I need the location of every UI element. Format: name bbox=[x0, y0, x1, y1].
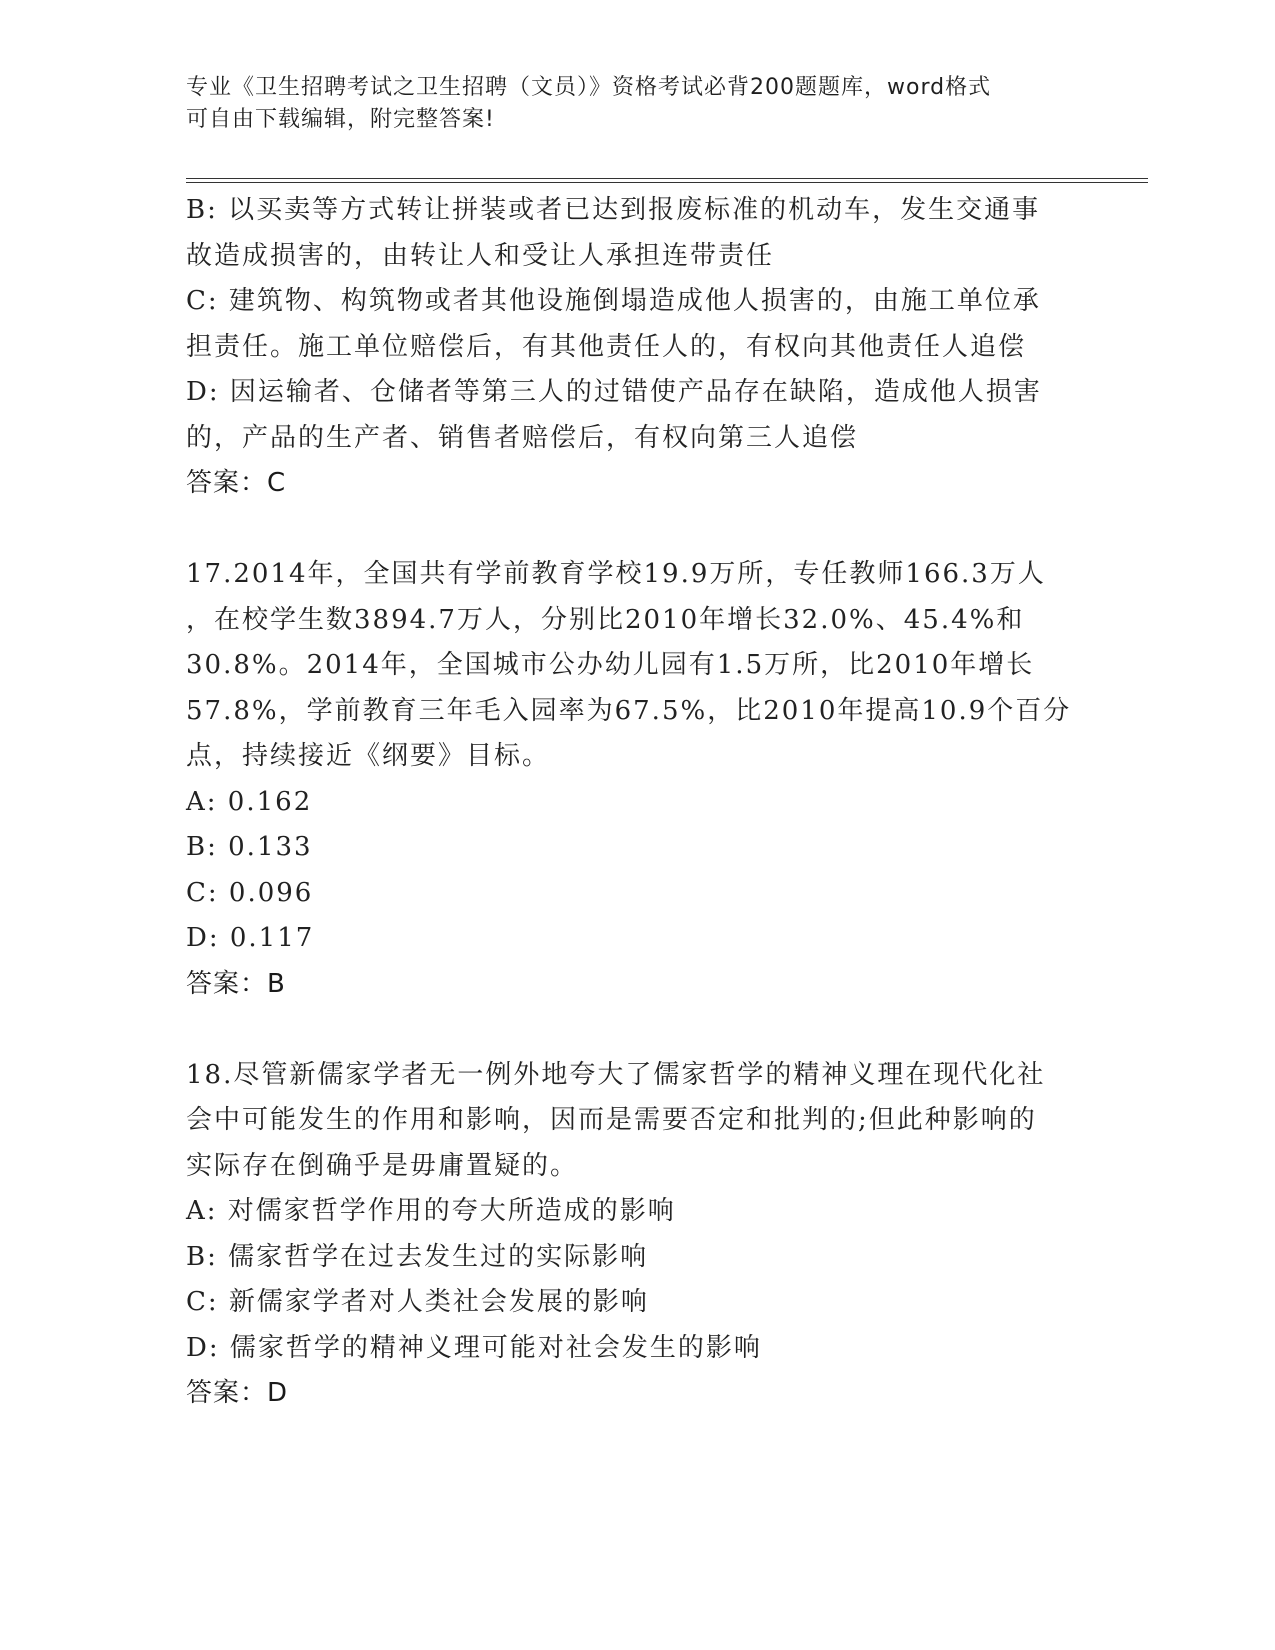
document-body bbox=[186, 188, 1086, 1417]
header-line-2: 可自由下载编辑，附完整答案! bbox=[186, 107, 495, 132]
question-stem-line: 会中可能发生的作用和影响，因而是需要否定和批判的;但此种影响的 bbox=[186, 1105, 1037, 1135]
option-c-line-2: 担责任。施工单位赔偿后，有其他责任人的，有权向其他责任人追偿 bbox=[186, 331, 1027, 362]
option-d: D: 儒家哲学的精神义理可能对社会发生的影响 bbox=[186, 1332, 762, 1363]
option-c: C: 0.096 bbox=[186, 877, 314, 908]
header-line-1: 专业《卫生招聘考试之卫生招聘（文员）》资格考试必背200题题库，word格式 bbox=[186, 75, 992, 100]
spacer bbox=[186, 507, 1086, 553]
option-c: C: 新儒家学者对人类社会发展的影响 bbox=[186, 1287, 649, 1317]
question-stem-line: 17.2014年，全国共有学前教育学校19.9万所，专任教师166.3万人 bbox=[186, 559, 1046, 589]
answer-18: 答案：D bbox=[186, 1378, 289, 1408]
header-divider-top bbox=[186, 178, 1148, 179]
option-b-line-2: 故造成损害的，由转让人和受让人承担连带责任 bbox=[186, 240, 775, 271]
question-stem-line: ，在校学生数3894.7万人，分别比2010年增长32.0%、45.4%和 bbox=[186, 604, 1025, 635]
option-b-line-1: B: 以买卖等方式转让拼装或者已达到报废标准的机动车，发生交通事 bbox=[186, 195, 1041, 225]
question-stem-line: 30.8%。2014年，全国城市公办幼儿园有1.5万所，比2010年增长 bbox=[186, 650, 1035, 680]
question-18 bbox=[186, 1053, 1086, 1417]
answer-16: 答案：C bbox=[186, 468, 287, 498]
option-c-line-1: C: 建筑物、构筑物或者其他设施倒塌造成他人损害的，由施工单位承 bbox=[186, 286, 1041, 316]
document-header bbox=[186, 72, 1066, 136]
option-a: A: 对儒家哲学作用的夸大所造成的影响 bbox=[186, 1196, 676, 1226]
option-b: B: 儒家哲学在过去发生过的实际影响 bbox=[186, 1241, 649, 1272]
option-b: B: 0.133 bbox=[186, 832, 313, 862]
header-divider-bottom bbox=[186, 182, 1148, 183]
question-16-continued bbox=[186, 188, 1086, 507]
question-17 bbox=[186, 552, 1086, 1007]
option-a: A: 0.162 bbox=[186, 786, 313, 817]
question-stem-line: 点，持续接近《纲要》目标。 bbox=[186, 741, 551, 771]
question-stem-line: 57.8%，学前教育三年毛入园率为67.5%，比2010年提高10.9个百分 bbox=[186, 695, 1072, 726]
option-d-line-1: D: 因运输者、仓储者等第三人的过错使产品存在缺陷，造成他人损害 bbox=[186, 377, 1042, 407]
option-d-line-2: 的，产品的生产者、销售者赔偿后，有权向第三人追偿 bbox=[186, 422, 859, 453]
answer-17: 答案：B bbox=[186, 968, 286, 999]
question-stem-line: 实际存在倒确乎是毋庸置疑的。 bbox=[186, 1150, 579, 1181]
question-stem-line: 18.尽管新儒家学者无一例外地夸大了儒家哲学的精神义理在现代化社 bbox=[186, 1059, 1046, 1090]
option-d: D: 0.117 bbox=[186, 923, 315, 953]
spacer bbox=[186, 1007, 1086, 1053]
